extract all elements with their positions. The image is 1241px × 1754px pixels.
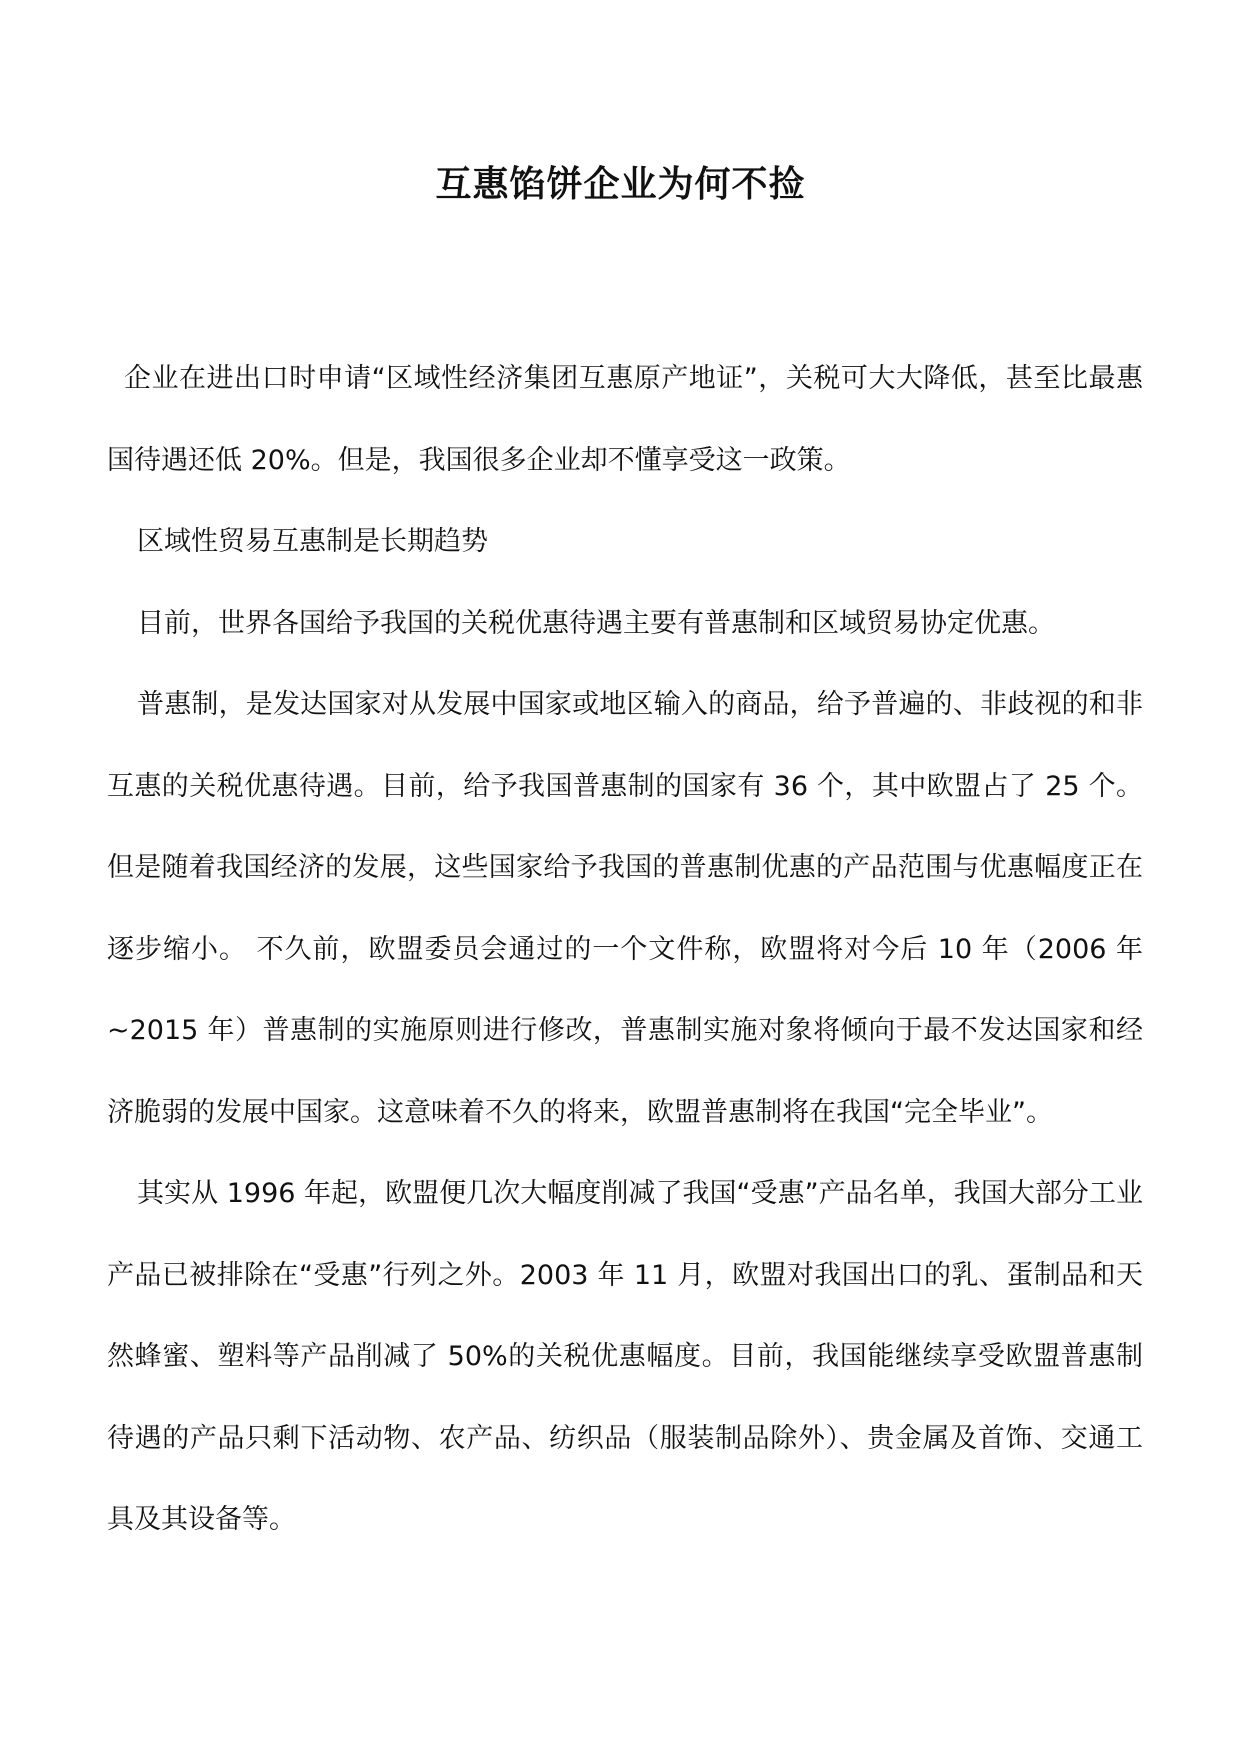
paragraph-gsp-definition: 普惠制，是发达国家对从发展中国家或地区输入的商品，给予普遍的、非歧视的和非互惠的关税优惠待遇。目前，给予我国普惠制的国家有 36 个，其中欧盟占了 25 个。但是随着我国经济的发展，这些国家给予我国的普惠制优惠的产品范围与优惠幅度正在逐步缩小。 不久前，欧盟委员会通过的一个文件称，欧盟将对今后 10 年（2006 年~2015 年）普惠制的实施原则进行修改，普惠制实施对象将倾向于最不发达国家和经济脆弱的发展中国家。这意味着不久的将来，欧盟普惠制将在我国“完全毕业”。 [107, 689, 1143, 1128]
paragraph-intro: 企业在进出口时申请“区域性经济集团互惠原产地证”，关税可大大降低，甚至比最惠国待遇还低 20%。但是，我国很多企业却不懂享受这一政策。 [107, 363, 1143, 476]
paragraph-current-status: 目前，世界各国给予我国的关税优惠待遇主要有普惠制和区域贸易协定优惠。 [137, 607, 1055, 639]
document-body [107, 338, 1143, 1561]
document-title: 互惠馅饼企业为何不捡 [435, 163, 806, 205]
paragraph-subheading: 区域性贸易互惠制是长期趋势 [137, 526, 488, 557]
paragraph-eu-cuts: 其实从 1996 年起，欧盟便几次大幅度削减了我国“受惠”产品名单，我国大部分工业产品已被排除在“受惠”行列之外。2003 年 11 月，欧盟对我国出口的乳、蛋制品和天然蜂蜜、塑料等产品削减了 50%的关税优惠幅度。目前，我国能继续享受欧盟普惠制待遇的产品只剩下活动物、农产品、纺织品（服装制品除外）、贵金属及首饰、交通工具及其设备等。 [107, 1178, 1143, 1535]
